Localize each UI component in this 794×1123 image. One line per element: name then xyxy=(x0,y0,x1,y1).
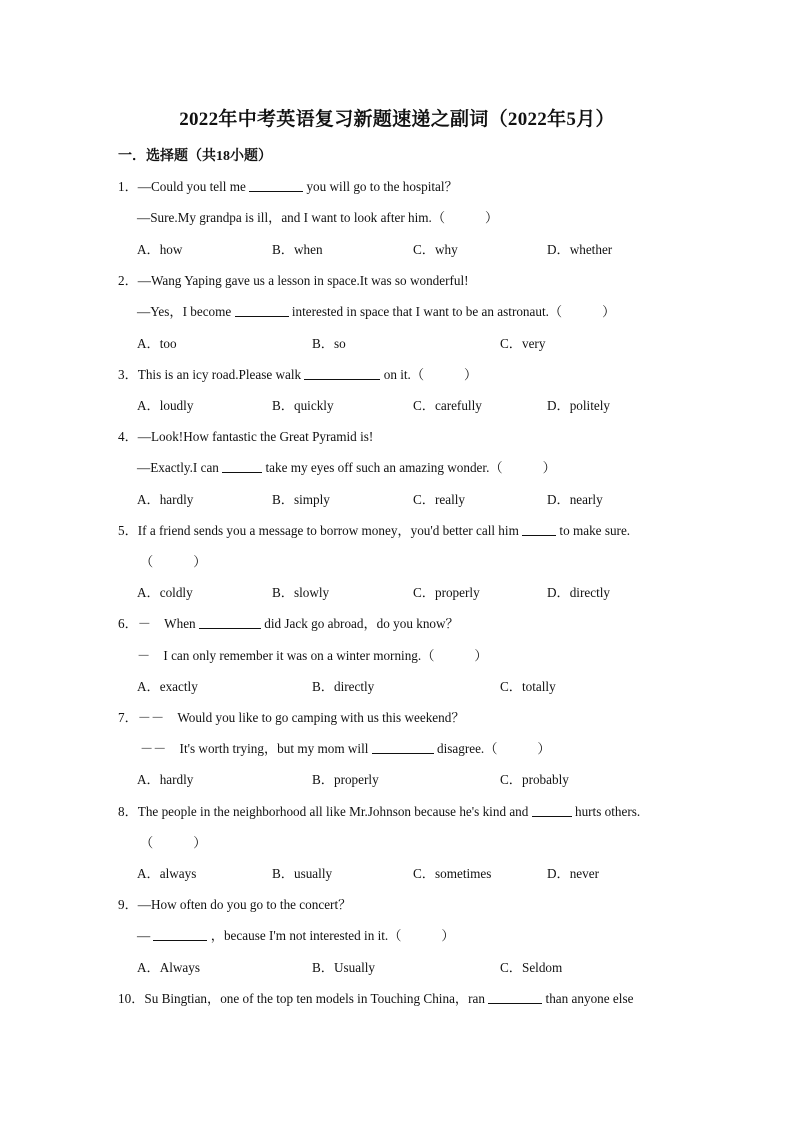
question-8-line-2 xyxy=(140,832,206,851)
question-9 xyxy=(118,894,351,913)
paren-close: ） xyxy=(485,210,499,225)
question-10 xyxy=(118,988,633,1007)
answer-blank[interactable] xyxy=(532,804,572,817)
option-c[interactable]: C．Seldom xyxy=(500,960,563,975)
question-text: —Exactly.I can xyxy=(137,460,219,475)
answer-blank[interactable] xyxy=(235,304,289,317)
question-text: If a friend sends you a message to borrow money，you'd better call him xyxy=(137,523,519,538)
option-a[interactable]: A．exactly xyxy=(137,679,198,694)
option-c[interactable]: C．probably xyxy=(500,772,569,787)
question-number: 7． xyxy=(118,710,138,725)
question-text: —Sure.My grandpa is ill，and I want to look after him.（ xyxy=(137,210,446,225)
paren-close: ） xyxy=(193,554,207,569)
question-text: you will go to the hospital？ xyxy=(306,179,458,194)
question-text: － I can only remember it was on a winter morning.（ xyxy=(137,648,435,663)
question-number: 3． xyxy=(118,367,138,382)
question-5-line-2 xyxy=(140,551,206,570)
question-text: －－ Would you like to go camping with us this weekend？ xyxy=(137,710,465,725)
question-1 xyxy=(118,176,458,195)
option-d[interactable]: D．directly xyxy=(547,585,610,600)
question-7-line-2 xyxy=(140,738,551,757)
question-5 xyxy=(118,520,630,539)
option-b[interactable]: B．directly xyxy=(312,679,375,694)
question-3 xyxy=(118,364,477,383)
answer-blank[interactable] xyxy=(372,741,434,754)
question-number: 4． xyxy=(118,429,138,444)
question-text: hurts others. xyxy=(574,804,641,819)
answer-blank[interactable] xyxy=(153,928,207,941)
option-b[interactable]: B．so xyxy=(312,336,346,351)
question-1-line-2 xyxy=(137,207,498,226)
option-b[interactable]: B．properly xyxy=(312,772,379,787)
answer-blank[interactable] xyxy=(249,179,303,192)
answer-blank[interactable] xyxy=(522,523,556,536)
question-text: －－ It's worth trying，but my mom will xyxy=(140,741,369,756)
answer-blank[interactable] xyxy=(488,991,542,1004)
option-a[interactable]: A．too xyxy=(137,336,177,351)
option-c[interactable]: C．properly xyxy=(413,585,480,600)
question-text: —Look!How fantastic the Great Pyramid is! xyxy=(137,429,374,444)
paren-open: （ xyxy=(140,835,154,850)
question-number: 6． xyxy=(118,616,138,631)
answer-blank[interactable] xyxy=(199,616,261,629)
option-b[interactable]: B．slowly xyxy=(272,585,330,600)
question-text: Su Bingtian，one of the top ten models in Touching China，ran xyxy=(144,991,485,1006)
question-text: The people in the neighborhood all like Mr.Johnson because he's kind and xyxy=(137,804,529,819)
option-a[interactable]: A．hardly xyxy=(137,772,194,787)
question-6-line-2 xyxy=(137,645,488,664)
question-2 xyxy=(118,270,469,289)
option-c[interactable]: C．totally xyxy=(500,679,556,694)
paren-open: （ xyxy=(140,554,154,569)
option-d[interactable]: D．nearly xyxy=(547,492,603,507)
question-text: take my eyes off such an amazing wonder.（ xyxy=(265,460,503,475)
question-number: 2． xyxy=(118,273,138,288)
paren-close: ） xyxy=(193,835,207,850)
question-number: 9． xyxy=(118,897,138,912)
paren-close: ） xyxy=(464,367,478,382)
option-a[interactable]: A．how xyxy=(137,242,183,257)
option-b[interactable]: B．quickly xyxy=(272,398,334,413)
question-2-line-2 xyxy=(137,301,615,320)
question-9-line-2 xyxy=(137,925,455,944)
option-a[interactable]: A．loudly xyxy=(137,398,194,413)
question-6 xyxy=(118,613,459,632)
option-b[interactable]: B．usually xyxy=(272,866,333,881)
answer-blank[interactable] xyxy=(222,460,262,473)
option-c[interactable]: C．very xyxy=(500,336,546,351)
question-number: 8． xyxy=(118,804,138,819)
question-text: —Wang Yaping gave us a lesson in space.It was so wonderful! xyxy=(137,273,469,288)
option-a[interactable]: A．always xyxy=(137,866,197,881)
question-text: to make sure. xyxy=(559,523,631,538)
paren-close: ） xyxy=(537,741,551,756)
question-text: － When xyxy=(137,616,196,631)
paren-close: ） xyxy=(474,648,488,663)
question-number: 5． xyxy=(118,523,138,538)
paren-close: ） xyxy=(441,928,455,943)
option-a[interactable]: A．coldly xyxy=(137,585,193,600)
page-title: 2022年中考英语复习新题速递之副词（2022年5月） xyxy=(179,109,615,130)
dash: — xyxy=(137,928,151,943)
option-d[interactable]: D．never xyxy=(547,866,599,881)
option-d[interactable]: D．politely xyxy=(547,398,611,413)
question-text: on it.（ xyxy=(383,367,425,382)
option-d[interactable]: D．whether xyxy=(547,242,613,257)
question-text: —Yes，I become xyxy=(137,304,232,319)
answer-blank[interactable] xyxy=(304,367,380,380)
option-c[interactable]: C．carefully xyxy=(413,398,482,413)
question-text: This is an icy road.Please walk xyxy=(137,367,302,382)
question-text: interested in space that I want to be an astronaut.（ xyxy=(291,304,563,319)
section-heading: 一．选择题（共18小题） xyxy=(118,149,272,164)
paren-close: ） xyxy=(542,460,556,475)
question-8 xyxy=(118,801,640,820)
question-text: ，because I'm not interested in it.（ xyxy=(210,928,402,943)
question-number: 1． xyxy=(118,179,138,194)
paren-close: ） xyxy=(602,304,616,319)
option-c[interactable]: C．sometimes xyxy=(413,866,492,881)
question-4 xyxy=(118,426,373,445)
question-text: —How often do you go to the concert？ xyxy=(137,897,352,912)
question-number: 10． xyxy=(118,991,145,1006)
option-c[interactable]: C．really xyxy=(413,492,466,507)
question-text: —Could you tell me xyxy=(137,179,246,194)
option-a[interactable]: A．hardly xyxy=(137,492,194,507)
question-7 xyxy=(118,707,465,726)
option-a[interactable]: A．Always xyxy=(137,960,201,975)
question-text: than anyone else xyxy=(545,991,634,1006)
option-c[interactable]: C．why xyxy=(413,242,458,257)
question-4-line-2 xyxy=(137,457,556,476)
question-text: disagree.（ xyxy=(437,741,498,756)
question-text: did Jack go abroad，do you know？ xyxy=(264,616,459,631)
option-b[interactable]: B．simply xyxy=(272,492,330,507)
option-b[interactable]: B．when xyxy=(272,242,323,257)
option-b[interactable]: B．Usually xyxy=(312,960,376,975)
